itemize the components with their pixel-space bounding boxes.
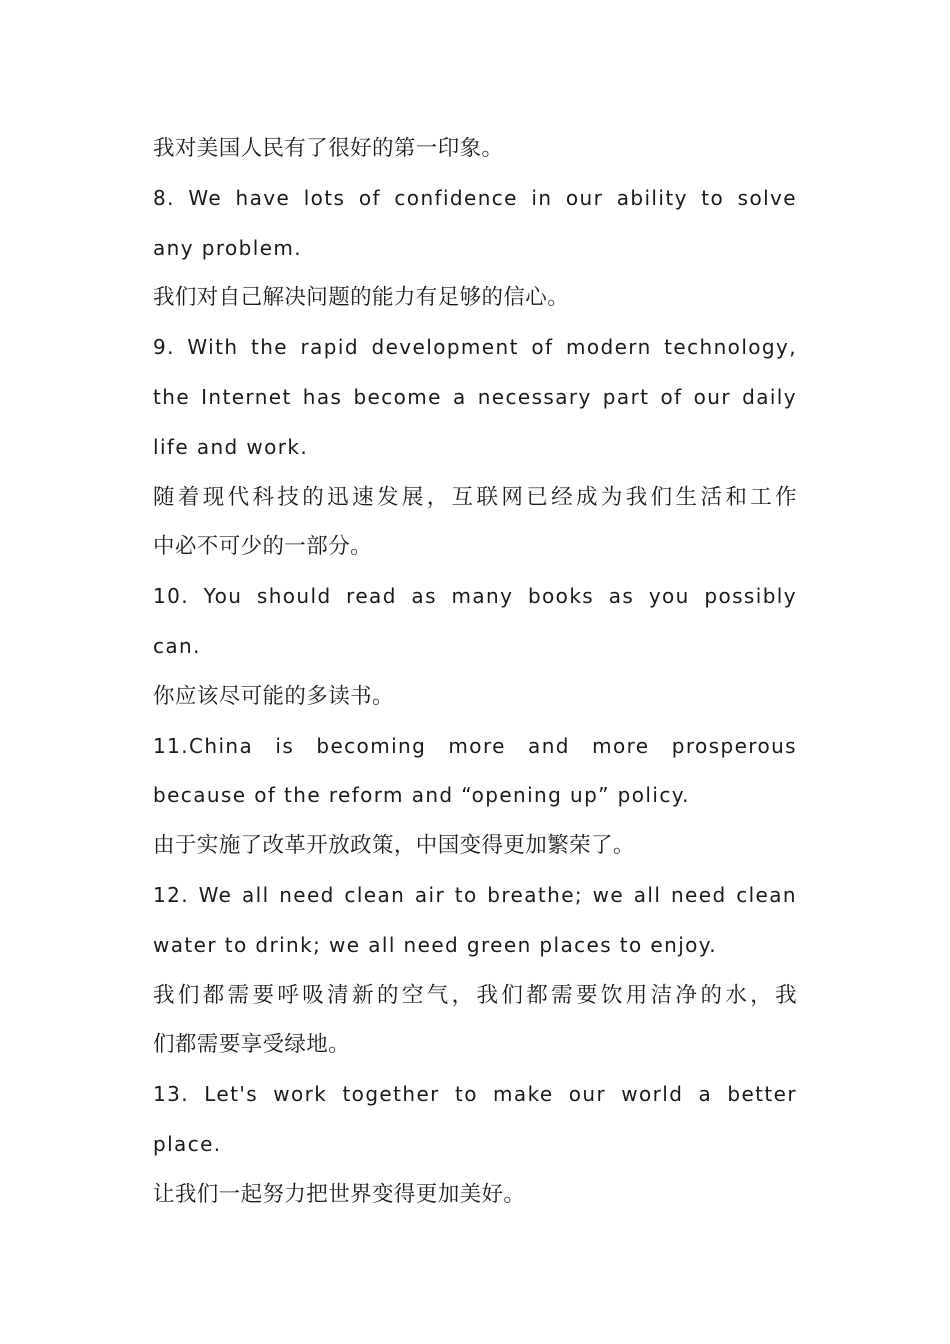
text-line: can. [153, 633, 201, 658]
text-line: 们都需要享受绿地。 [153, 1032, 351, 1058]
text-line: 你应该尽可能的多读书。 [153, 683, 394, 709]
text-line: the Internet has become a necessary part of our daily [153, 384, 797, 409]
text-line: 让我们一起努力把世界变得更加美好。 [153, 1181, 526, 1207]
text-line: 我们对自己解决问题的能力有足够的信心。 [153, 285, 570, 311]
text-line: place. [153, 1131, 222, 1156]
text-line: 11.China is becoming more and more prosperous [153, 733, 797, 758]
text-line: 随着现代科技的迅速发展，互联网已经成为我们生活和工作 [153, 484, 797, 510]
text-line: life and work. [153, 434, 309, 459]
text-line: 12. We all need clean air to breathe; we all need clean [153, 882, 797, 907]
text-line: 10. You should read as many books as you possibly [153, 584, 797, 609]
text-line: any problem. [153, 235, 303, 260]
text-line: water to drink; we all need green places to enjoy. [153, 932, 717, 957]
text-line: 由于实施了改革开放政策，中国变得更加繁荣了。 [153, 833, 635, 859]
text-line: 我对美国人民有了很好的第一印象。 [153, 136, 504, 161]
text-line: 中必不可少的一部分。 [153, 534, 373, 560]
text-body [153, 124, 797, 1220]
text-line: 我们都需要呼吸清新的空气，我们都需要饮用洁净的水，我 [153, 982, 797, 1008]
text-line: 13. Let's work together to make our world a better [153, 1082, 797, 1107]
text-line: because of the reform and “opening up” policy. [153, 783, 690, 808]
text-line: 8. We have lots of confidence in our ability to solve [153, 185, 797, 210]
text-line: 9. With the rapid development of modern technology, [153, 335, 797, 360]
